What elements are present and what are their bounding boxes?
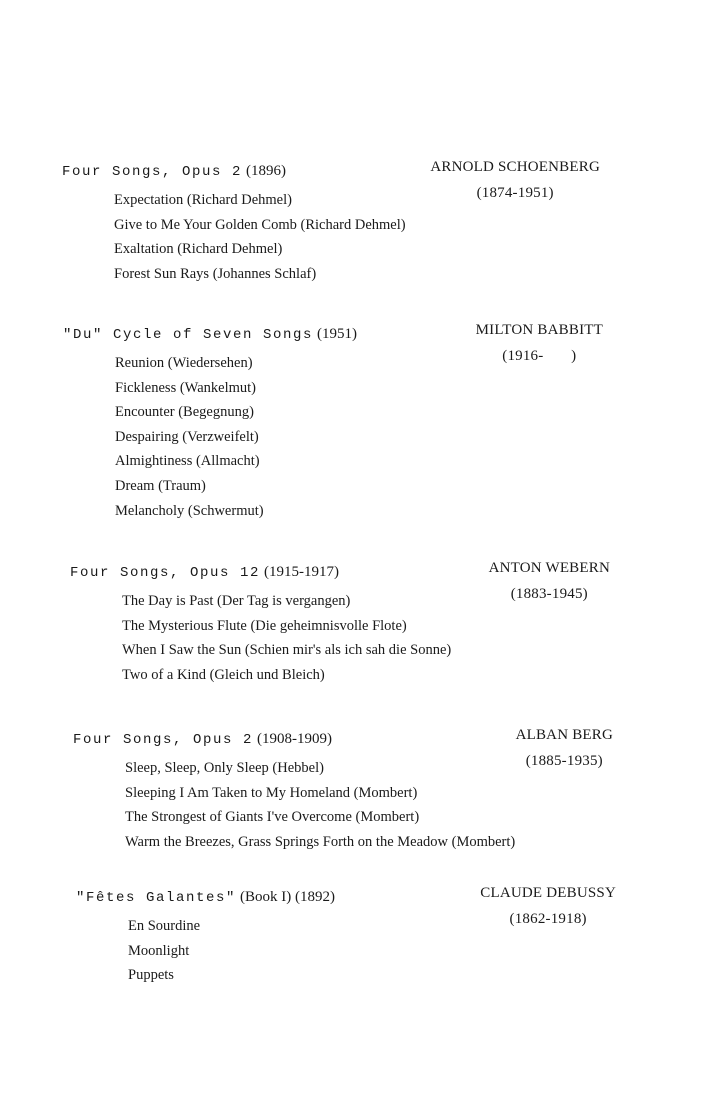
- song-item: Sleep, Sleep, Only Sleep (Hebbel): [125, 760, 324, 776]
- work-title-text: "Du" Cycle of Seven Songs: [63, 327, 314, 343]
- work-years: (1908-1909): [257, 731, 333, 747]
- song-item: Encounter (Begegnung): [115, 404, 254, 421]
- song-item: Reunion (Wiedersehen): [115, 355, 253, 371]
- song-item: Dream (Traum): [115, 477, 206, 494]
- work-years: (1896): [246, 163, 287, 179]
- composer: [476, 322, 603, 365]
- song-item: Melancholy (Schwermut): [115, 502, 264, 519]
- song-list: [125, 756, 515, 854]
- composer: [489, 560, 610, 603]
- song-item: The Day is Past (Der Tag is vergangen): [122, 593, 351, 609]
- song-list: [122, 589, 451, 687]
- song-item: Two of a Kind (Gleich und Bleich): [122, 666, 325, 683]
- work-title: [76, 889, 335, 906]
- work-title-text: "Fêtes Galantes": [76, 890, 237, 906]
- song-item: Fickleness (Wankelmut): [115, 379, 256, 396]
- song-item: The Strongest of Giants I've Overcome (Mombert): [125, 809, 420, 826]
- work-years: (1915-1917): [264, 564, 340, 580]
- composer-name: CLAUDE DEBUSSY: [480, 885, 616, 901]
- composer: [516, 727, 613, 770]
- composer-name: ARNOLD SCHOENBERG: [430, 159, 600, 175]
- song-list: [128, 914, 200, 988]
- song-item: Exaltation (Richard Dehmel): [114, 241, 283, 258]
- song-item: Forest Sun Rays (Johannes Schlaf): [114, 265, 317, 282]
- composer: [430, 159, 600, 202]
- composer-dates: (1883-1945): [510, 586, 588, 602]
- song-item: Despairing (Verzweifelt): [115, 428, 259, 445]
- composer-dates: (1916- ): [502, 348, 577, 364]
- song-item: Give to Me Your Golden Comb (Richard Dehmel): [114, 216, 406, 233]
- song-item: Sleeping I Am Taken to My Homeland (Mombert): [125, 784, 418, 801]
- song-item: Warm the Breezes, Grass Springs Forth on the Meadow (Mombert): [125, 833, 516, 850]
- work-years: (1951): [317, 326, 358, 342]
- song-item: Puppets: [128, 967, 174, 984]
- work-title-text: Four Songs, Opus 2: [73, 732, 254, 748]
- song-item: Expectation (Richard Dehmel): [114, 192, 292, 208]
- work-title: [70, 564, 339, 581]
- song-item: When I Saw the Sun (Schien mir's als ich sah die Sonne): [122, 642, 452, 659]
- work-years: (Book I) (1892): [240, 889, 336, 905]
- song-item: Moonlight: [128, 942, 190, 959]
- composer-dates: (1885-1935): [525, 753, 603, 769]
- song-list: [114, 188, 406, 286]
- composer: [480, 885, 616, 928]
- work-title-text: Four Songs, Opus 2: [62, 164, 243, 180]
- composer-name: MILTON BABBITT: [475, 322, 603, 338]
- work-title-text: Four Songs, Opus 12: [70, 565, 261, 581]
- work-title: [62, 163, 286, 180]
- song-item: En Sourdine: [128, 918, 201, 934]
- work-title: [73, 731, 332, 748]
- song-list: [115, 351, 264, 523]
- song-item: Almightiness (Allmacht): [115, 453, 260, 470]
- composer-dates: (1874-1951): [476, 185, 554, 201]
- composer-dates: (1862-1918): [509, 911, 587, 927]
- song-item: The Mysterious Flute (Die geheimnisvolle Flote): [122, 617, 407, 634]
- composer-name: ANTON WEBERN: [488, 560, 610, 576]
- composer-name: ALBAN BERG: [515, 727, 613, 743]
- work-title: [63, 326, 357, 343]
